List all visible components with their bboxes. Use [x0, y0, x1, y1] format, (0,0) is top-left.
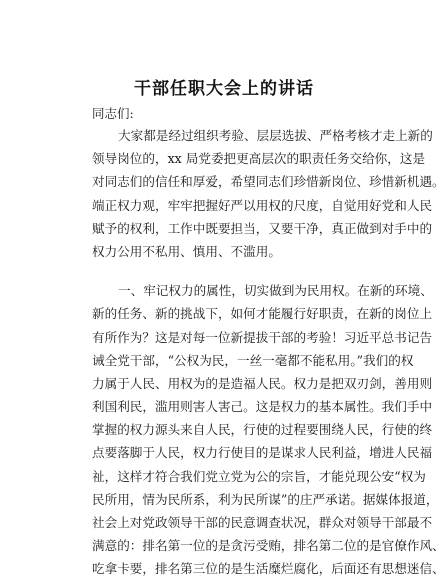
paragraph-1-line: 权力公用不私用、慎用、不滥用。	[92, 243, 281, 259]
paragraph-2-line: 诫全党干部，“公权为民，一丝一毫都不能私用。”我们的权	[92, 352, 414, 368]
paragraph-2-line: 一、牢记权力的属性，切实做到为民用权。在新的环境、	[118, 283, 433, 299]
paragraph-2-line: 祉，这样才符合我们党立党为公的宗旨，才能兑现公安“权为	[92, 468, 426, 484]
paragraph-2-line: 点要落脚于人民，权力行使目的是谋求人民利益，增进人民福	[92, 445, 433, 461]
paragraph-2-line: 社会上对党政领导干部的民意调查状况，群众对领导干部最不	[92, 515, 433, 530]
salutation: 同志们:	[92, 106, 134, 121]
document-title: 干部任职大会上的讲话	[134, 79, 314, 99]
paragraph-2-line: 掌握的权力源头来自人民，行使的过程要围绕人民，行使的终	[92, 422, 433, 438]
paragraph-2-line: 满意的：排名第一位的是贪污受贿，排名第二位的是官僚作风、	[92, 538, 445, 554]
paragraph-2-line: 新的任务、新的挑战下，如何才能履行好职责，在新的岗位上	[92, 306, 433, 322]
paragraph-1-line: 端正权力观，牢牢把握好严以用权的尺度，自觉用好党和人民	[92, 197, 433, 213]
paragraph-2-line: 民所用，情为民所系，利为民所谋”的庄严承诺。据媒体报道，	[92, 491, 439, 507]
paragraph-2-line: 有所作为？这是对每一位新提拔干部的考验！习近平总书记告	[92, 329, 433, 345]
paragraph-1-line: 领导岗位的，xx 局党委把更高层次的职责任务交给你，这是	[92, 151, 426, 167]
paragraph-1-line: 赋予的权利，工作中既要担当，又要干净，真正做到对手中的	[92, 220, 433, 236]
paragraph-2-line: 力属于人民、用权为的是造福人民。权力是把双刃剑，善用则	[92, 375, 433, 391]
document-body	[92, 124, 445, 581]
paragraph-2-line: 吃拿卡要，排名第三位的是生活糜烂腐化，后面还有思想迷信、	[92, 561, 445, 577]
paragraph-1-line: 大家都是经过组织考验、层层选拔、严格考核才走上新的	[118, 128, 433, 143]
paragraph-spacer	[92, 263, 392, 279]
paragraph-1-line: 对同志们的信任和厚爱，希望同志们珍惜新岗位、珍惜新机遇。	[92, 174, 445, 190]
paragraph-2-line: 利国利民，滥用则害人害己。这是权力的基本属性。我们手中	[92, 399, 433, 415]
